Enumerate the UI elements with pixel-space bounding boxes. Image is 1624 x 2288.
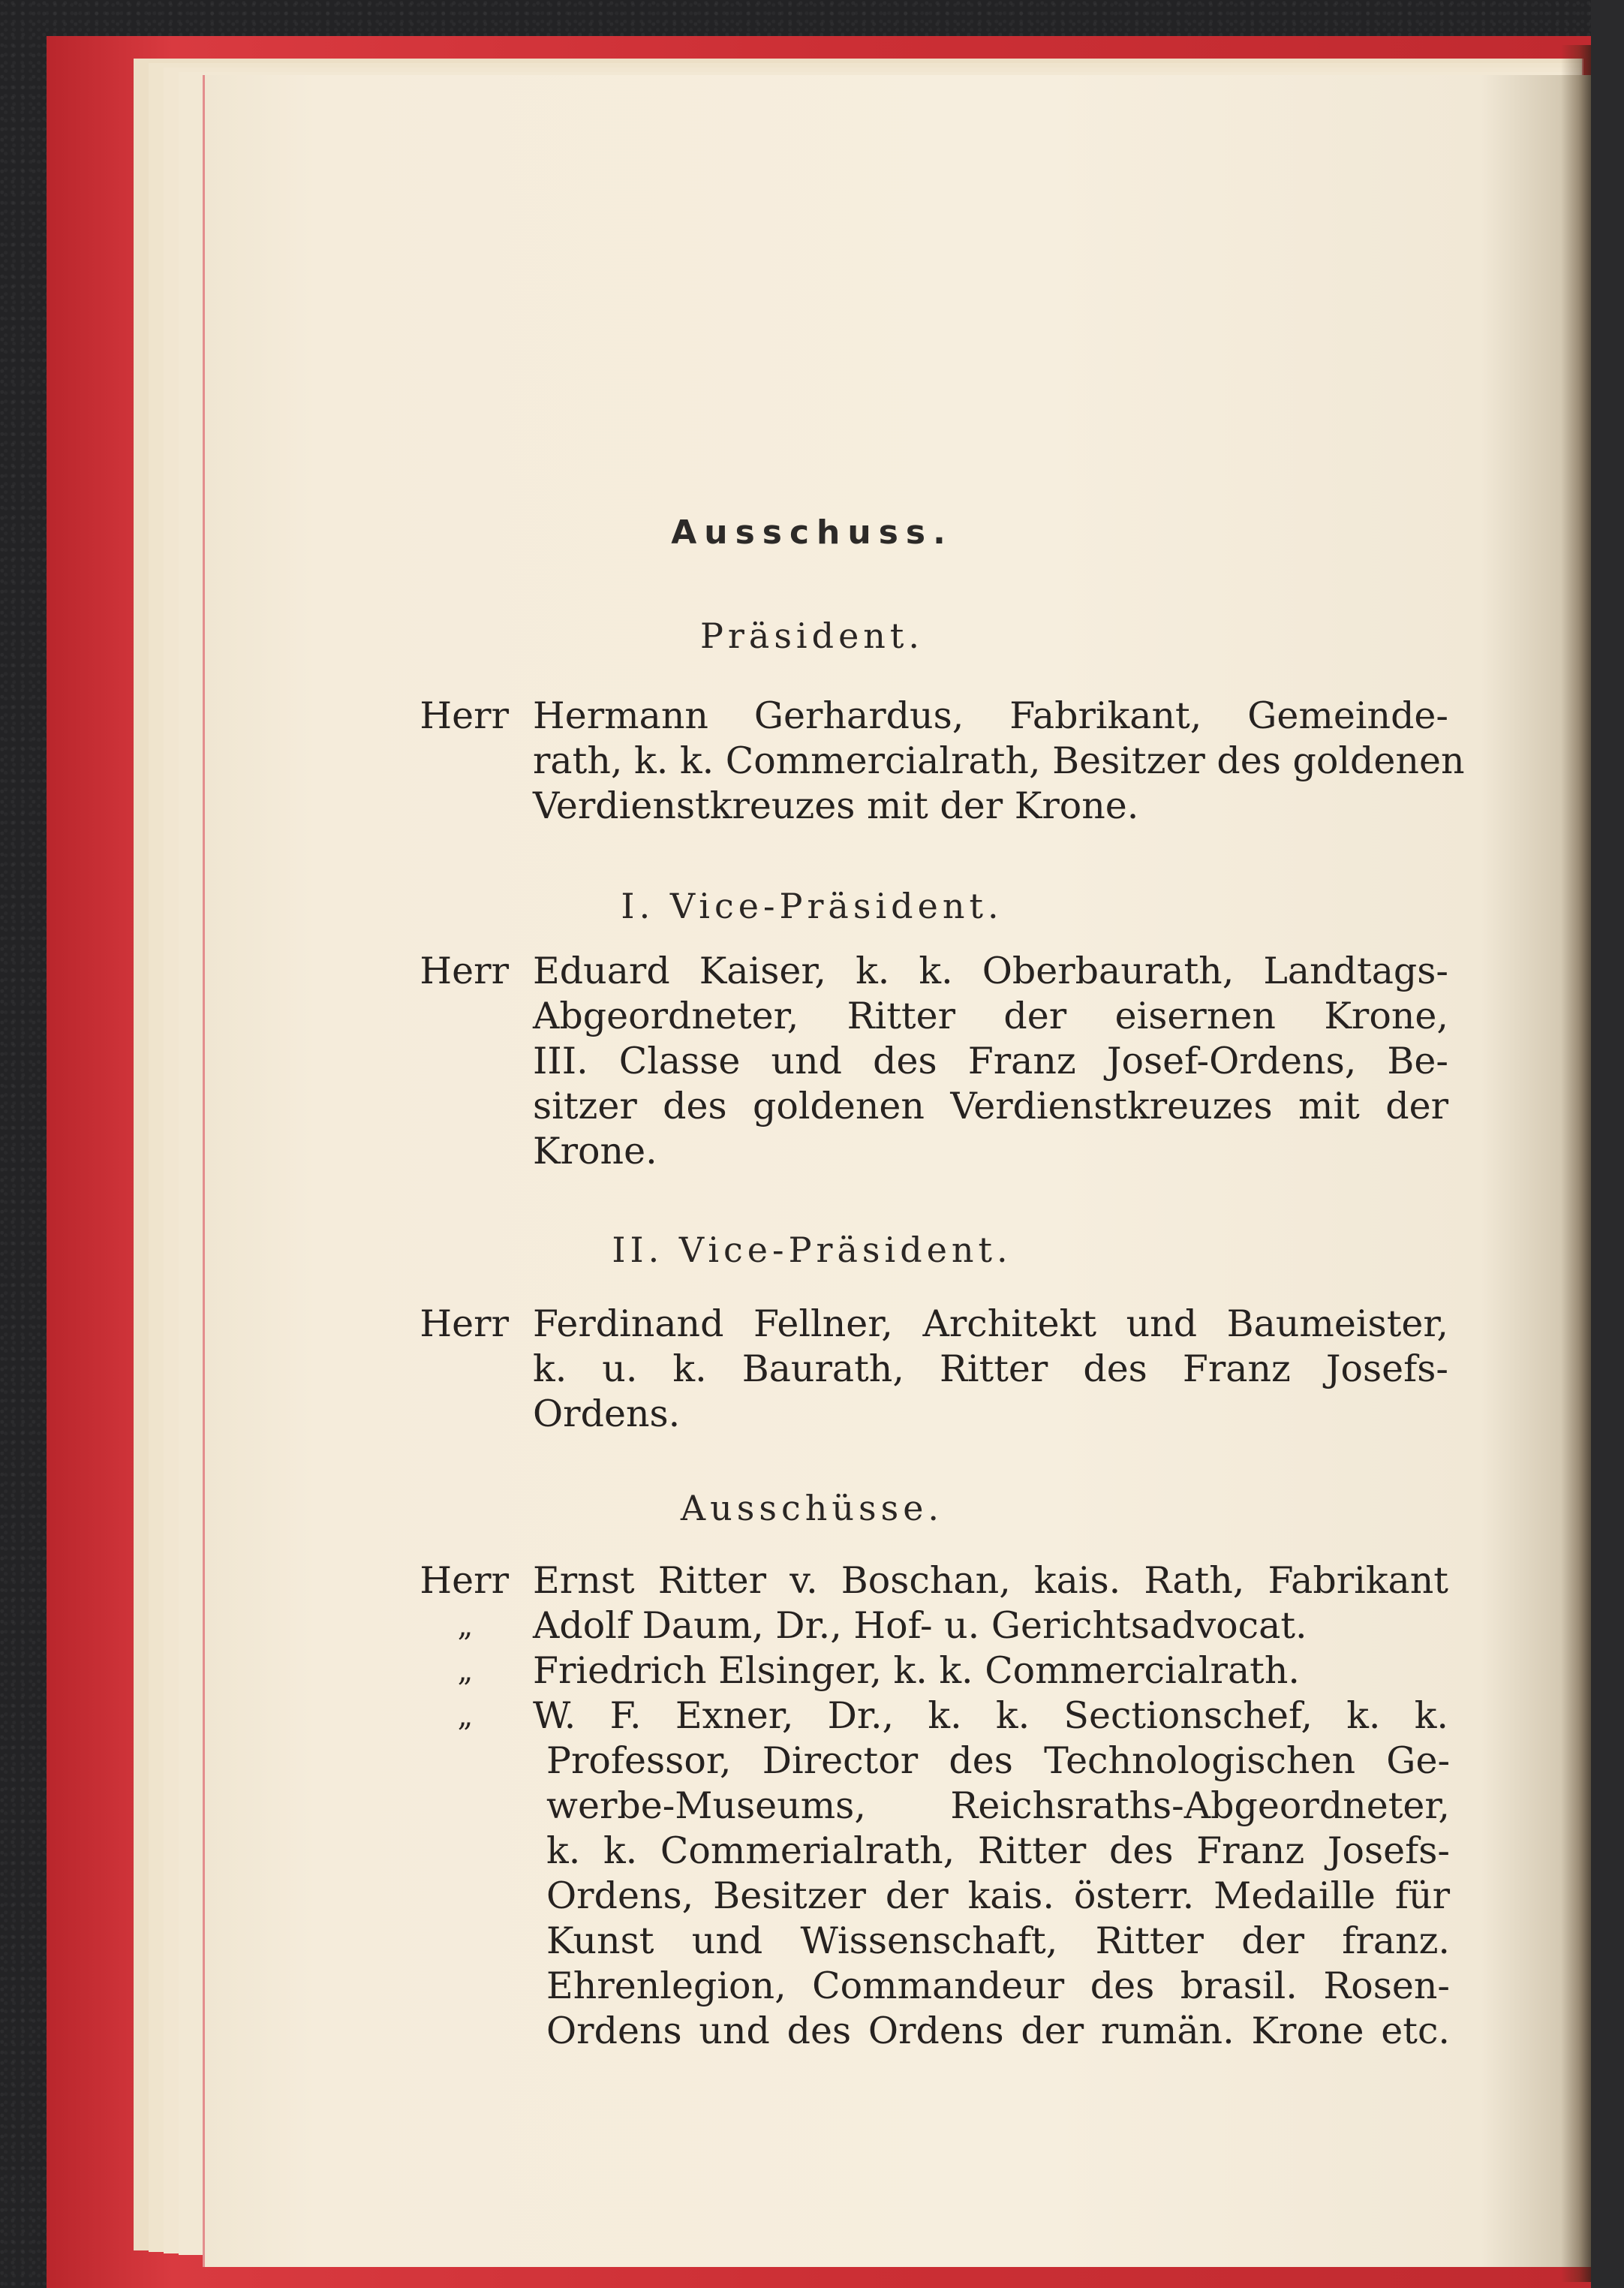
entry-text: Kunst und Wissenschaft, Ritter der franz. (546, 1919, 1450, 1962)
entry-text: Abgeordneter, Ritter der eisernen Krone, (533, 995, 1448, 1037)
entry-line (0, 1392, 1624, 1437)
entry-line (0, 1129, 1624, 1174)
section-heading-vice1: I. Vice-Präsident. (621, 886, 1003, 926)
entry-text: Krone. (533, 1130, 657, 1173)
page-title: Ausschuss. (671, 513, 953, 552)
entry-line (0, 1784, 1624, 1829)
section-heading-president: Präsident. (699, 616, 925, 656)
entry-line (0, 1693, 1624, 1739)
ditto-mark: „ (457, 1654, 474, 1688)
entry-text: k. u. k. Baurath, Ritter des Franz Josefs- (533, 1347, 1448, 1390)
entry-line (0, 1558, 1624, 1603)
entry-line (0, 739, 1624, 784)
entry-line (0, 694, 1624, 739)
entry-line (0, 1648, 1624, 1693)
entry-line (0, 784, 1624, 829)
entry-line (0, 1302, 1624, 1347)
entry-line (0, 1603, 1624, 1648)
ditto-mark: „ (457, 1699, 474, 1733)
entry-line (0, 1039, 1624, 1084)
entry-text: Ferdinand Fellner, Architekt und Baumeister, (533, 1302, 1448, 1345)
entry-text: Ordens, Besitzer der kais. österr. Medaille für (546, 1874, 1450, 1917)
entry-line (0, 1739, 1624, 1784)
entry-line (0, 2009, 1624, 2054)
salutation-label: Herr (420, 694, 509, 737)
entry-text: Ordens und des Ordens der rumän. Krone etc. (546, 2010, 1450, 2052)
entry-text: Friedrich Elsinger, k. k. Commercialrath. (533, 1649, 1300, 1692)
entry-text: werbe-Museums, Reichsraths-Abgeordneter, (546, 1784, 1450, 1827)
entry-text: Ordens. (533, 1392, 681, 1435)
section-heading-committees: Ausschüsse. (680, 1488, 944, 1528)
entry-line (0, 1874, 1624, 1919)
entry-line (0, 949, 1624, 994)
entry-text: Eduard Kaiser, k. k. Oberbaurath, Landtags- (533, 950, 1448, 992)
salutation-label: Herr (420, 1559, 509, 1602)
entry-text: W. F. Exner, Dr., k. k. Sectionschef, k. k. (533, 1694, 1448, 1737)
entry-text: Adolf Daum, Dr., Hof- u. Gerichtsadvocat. (533, 1604, 1307, 1647)
salutation-label: Herr (420, 1302, 509, 1345)
entry-line (0, 1829, 1624, 1874)
entry-text: Verdienstkreuzes mit der Krone. (533, 784, 1139, 827)
entry-text: rath, k. k. Commercialrath, Besitzer des goldenen (533, 739, 1465, 782)
entry-text: Hermann Gerhardus, Fabrikant, Gemeinde- (533, 694, 1448, 737)
section-heading-vice2: II. Vice-Präsident. (612, 1230, 1012, 1270)
ditto-mark: „ (457, 1609, 474, 1643)
entry-text: sitzer des goldenen Verdienstkreuzes mit der (533, 1085, 1448, 1127)
entry-line (0, 1964, 1624, 2009)
entry-text: Ernst Ritter v. Boschan, kais. Rath, Fabrikant (533, 1559, 1448, 1602)
entry-text: Professor, Director des Technologischen Ge- (546, 1739, 1450, 1782)
entry-text: Ehrenlegion, Commandeur des brasil. Rosen- (546, 1964, 1450, 2007)
entry-text: III. Classe und des Franz Josef-Ordens, Be- (533, 1040, 1448, 1082)
entry-line (0, 1919, 1624, 1964)
entry-line (0, 1347, 1624, 1392)
entry-line (0, 994, 1624, 1039)
salutation-label: Herr (420, 950, 509, 992)
entry-line (0, 1084, 1624, 1129)
entry-text: k. k. Commerialrath, Ritter des Franz Josefs- (546, 1829, 1450, 1872)
